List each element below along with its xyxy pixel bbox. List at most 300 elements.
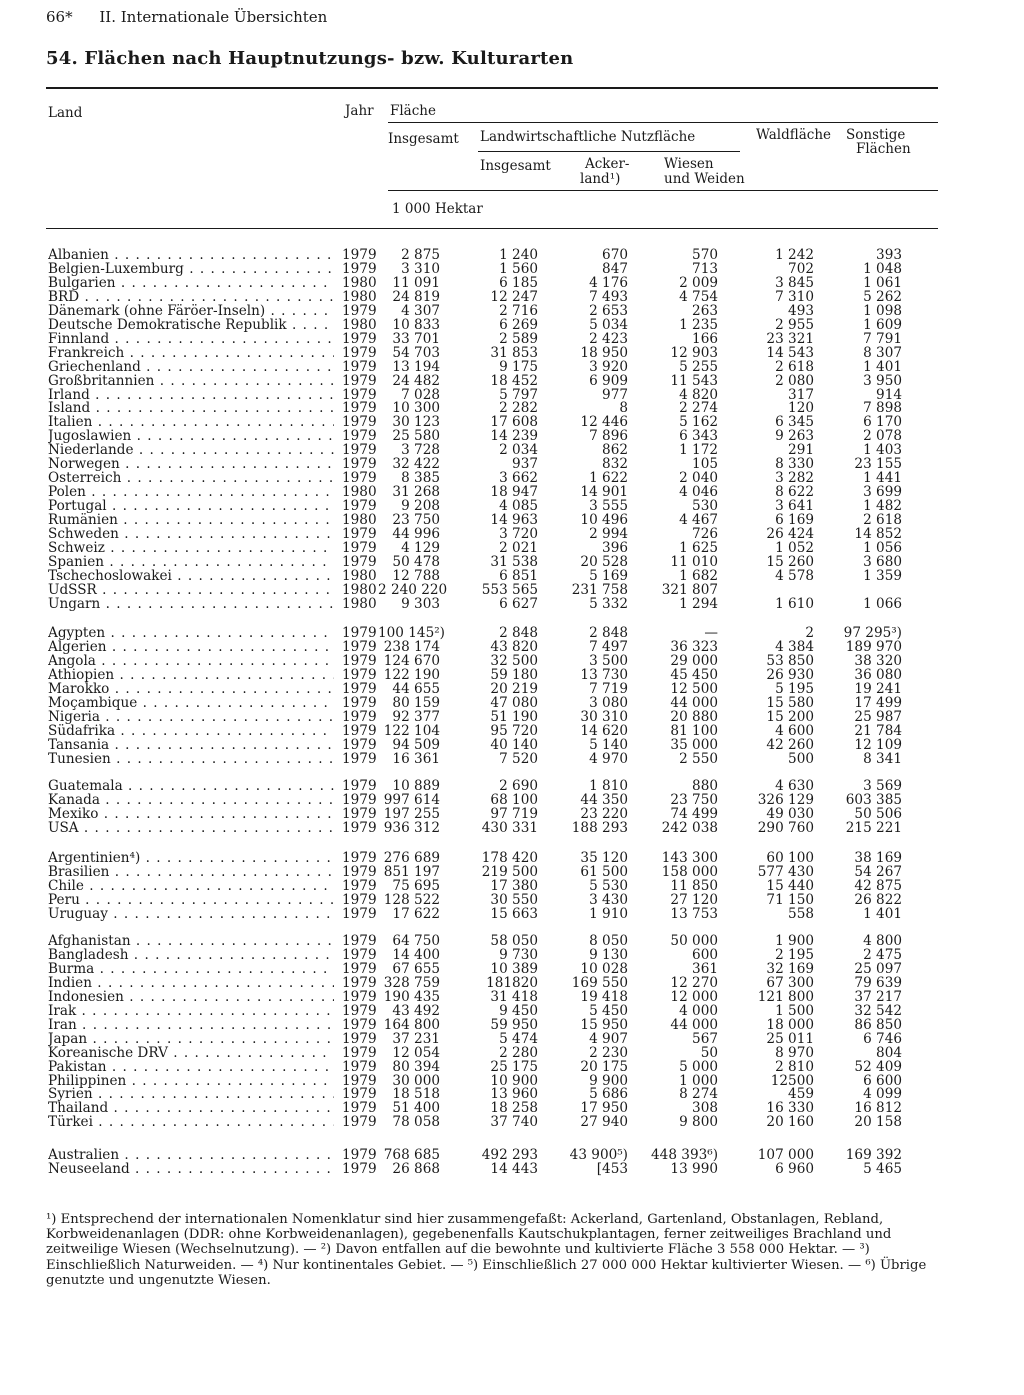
table-row bbox=[0, 290, 1024, 304]
cell-sonstige-flaechen: 8 341 bbox=[863, 750, 902, 767]
cell-waldflaeche: 18 000 bbox=[766, 1016, 814, 1033]
cell-flaeche-insgesamt: 37 231 bbox=[392, 1030, 440, 1047]
cell-sonstige-flaechen: 914 bbox=[876, 386, 902, 403]
col-header-lnf-insgesamt: Insgesamt bbox=[480, 158, 551, 174]
cell-ackerland: 7 493 bbox=[589, 288, 628, 305]
cell-sonstige-flaechen: 19 241 bbox=[854, 680, 902, 697]
cell-flaeche-insgesamt: 3 728 bbox=[401, 442, 440, 459]
cell-sonstige-flaechen: 3 950 bbox=[863, 372, 902, 389]
cell-ackerland: 7 719 bbox=[589, 680, 628, 697]
cell-flaeche-insgesamt: 9 303 bbox=[401, 595, 440, 612]
cell-flaeche-insgesamt: 30 123 bbox=[392, 414, 440, 431]
cell-lnf-insgesamt: 51 190 bbox=[490, 708, 538, 725]
cell-sonstige-flaechen: 54 267 bbox=[854, 863, 902, 880]
cell-waldflaeche: 2 618 bbox=[775, 358, 814, 375]
cell-jahr: 1979 bbox=[342, 456, 377, 473]
cell-lnf-insgesamt: 30 550 bbox=[490, 891, 538, 908]
cell-ackerland: 23 220 bbox=[580, 805, 628, 822]
header-rule-lnf bbox=[478, 151, 740, 152]
cell-lnf-insgesamt: 47 080 bbox=[490, 694, 538, 711]
table-row bbox=[0, 499, 1024, 513]
cell-land: Deutsche Demokratische Republik . . . bbox=[48, 318, 334, 332]
cell-flaeche-insgesamt: 17 622 bbox=[392, 905, 440, 922]
cell-ackerland: 20 175 bbox=[580, 1058, 628, 1075]
cell-jahr: 1979 bbox=[342, 974, 377, 991]
cell-sonstige-flaechen: 2 078 bbox=[863, 428, 902, 445]
cell-wiesen-weiden: 2 274 bbox=[679, 400, 718, 417]
table-row bbox=[0, 907, 1024, 921]
cell-flaeche-insgesamt: 50 478 bbox=[392, 553, 440, 570]
cell-waldflaeche: 53 850 bbox=[766, 652, 814, 669]
cell-ackerland: [453 bbox=[596, 1160, 628, 1177]
cell-jahr: 1979 bbox=[342, 933, 377, 949]
cell-lnf-insgesamt: 1 560 bbox=[499, 260, 538, 277]
cell-land: Iran . . . bbox=[48, 1018, 334, 1032]
cell-land: Australien . . . bbox=[48, 1148, 334, 1162]
cell-flaeche-insgesamt: 328 759 bbox=[383, 974, 440, 991]
cell-ackerland: 14 620 bbox=[580, 722, 628, 739]
cell-land: Koreanische DRV . . . bbox=[48, 1046, 334, 1060]
cell-waldflaeche: 42 260 bbox=[766, 736, 814, 753]
cell-flaeche-insgesamt: 4 307 bbox=[401, 302, 440, 319]
cell-land: Südafrika . . . bbox=[48, 724, 334, 738]
cell-sonstige-flaechen: 7 898 bbox=[863, 400, 902, 417]
cell-wiesen-weiden: 2 040 bbox=[679, 470, 718, 487]
cell-wiesen-weiden: 50 000 bbox=[670, 933, 718, 949]
col-header-land: Land bbox=[48, 105, 83, 121]
table-row bbox=[0, 1115, 1024, 1129]
cell-wiesen-weiden: 5 162 bbox=[679, 414, 718, 431]
cell-land: Thailand . . . bbox=[48, 1101, 334, 1115]
cell-jahr: 1979 bbox=[342, 891, 377, 908]
cell-lnf-insgesamt: 3 720 bbox=[499, 526, 538, 542]
col-header-ackerland-1: Acker- bbox=[585, 156, 630, 172]
cell-flaeche-insgesamt: 4 129 bbox=[401, 539, 440, 556]
cell-lnf-insgesamt: 40 140 bbox=[490, 736, 538, 753]
table-row bbox=[0, 555, 1024, 569]
cell-flaeche-insgesamt: 78 058 bbox=[392, 1114, 440, 1131]
cell-waldflaeche: 60 100 bbox=[766, 850, 814, 866]
cell-land: Syrien . . . bbox=[48, 1087, 334, 1101]
cell-land: Neuseeland . . . bbox=[48, 1162, 334, 1176]
cell-jahr: 1979 bbox=[342, 539, 377, 556]
cell-sonstige-flaechen: 38 320 bbox=[854, 652, 902, 669]
cell-wiesen-weiden: 143 300 bbox=[661, 850, 718, 866]
cell-jahr: 1979 bbox=[342, 330, 377, 347]
cell-land: Ungarn . . . bbox=[48, 597, 334, 611]
cell-wiesen-weiden: 5 255 bbox=[679, 358, 718, 375]
cell-lnf-insgesamt: 3 662 bbox=[499, 470, 538, 487]
cell-waldflaeche: 67 300 bbox=[766, 974, 814, 991]
cell-wiesen-weiden: 27 120 bbox=[670, 891, 718, 908]
cell-sonstige-flaechen: 1 609 bbox=[863, 316, 902, 333]
cell-sonstige-flaechen: 50 506 bbox=[854, 805, 902, 822]
cell-wiesen-weiden: 11 010 bbox=[670, 553, 718, 570]
cell-lnf-insgesamt: 18 258 bbox=[490, 1100, 538, 1117]
table-row bbox=[0, 415, 1024, 429]
cell-flaeche-insgesamt: 12 788 bbox=[392, 567, 440, 584]
cell-waldflaeche: 1 500 bbox=[775, 1002, 814, 1019]
cell-ackerland: 977 bbox=[602, 386, 628, 403]
cell-land: Indonesien . . . bbox=[48, 990, 334, 1004]
cell-wiesen-weiden: 321 807 bbox=[661, 581, 718, 598]
cell-waldflaeche: 493 bbox=[788, 302, 814, 319]
table-row bbox=[0, 893, 1024, 907]
table-row bbox=[0, 443, 1024, 457]
cell-jahr: 1979 bbox=[342, 791, 377, 808]
cell-wiesen-weiden: 81 100 bbox=[670, 722, 718, 739]
cell-jahr: 1979 bbox=[342, 1058, 377, 1075]
cell-land: Marokko . . . bbox=[48, 682, 334, 696]
cell-flaeche-insgesamt: 94 509 bbox=[392, 736, 440, 753]
cell-flaeche-insgesamt: 851 197 bbox=[383, 863, 440, 880]
cell-jahr: 1979 bbox=[342, 905, 377, 922]
cell-ackerland: 5 686 bbox=[589, 1086, 628, 1103]
cell-jahr: 1980 bbox=[342, 595, 377, 612]
cell-wiesen-weiden: 13 990 bbox=[670, 1160, 718, 1177]
cell-waldflaeche: 3 282 bbox=[775, 470, 814, 487]
cell-sonstige-flaechen: 3 569 bbox=[863, 778, 902, 794]
cell-waldflaeche: 16 330 bbox=[766, 1100, 814, 1117]
table-row bbox=[0, 457, 1024, 471]
table-row bbox=[0, 807, 1024, 821]
table-row bbox=[0, 527, 1024, 541]
cell-lnf-insgesamt: 6 269 bbox=[499, 316, 538, 333]
cell-ackerland: 862 bbox=[602, 442, 628, 459]
cell-waldflaeche: 459 bbox=[788, 1086, 814, 1103]
cell-land: Peru . . . bbox=[48, 893, 334, 907]
cell-land: Chile . . . bbox=[48, 879, 334, 893]
cell-waldflaeche: 32 169 bbox=[766, 960, 814, 977]
cell-land: Österreich . . . bbox=[48, 471, 334, 485]
cell-wiesen-weiden: — bbox=[704, 625, 718, 641]
cell-lnf-insgesamt: 2 034 bbox=[499, 442, 538, 459]
cell-wiesen-weiden: 12 270 bbox=[670, 974, 718, 991]
cell-sonstige-flaechen: 215 221 bbox=[845, 819, 902, 836]
table-row bbox=[0, 1046, 1024, 1060]
cell-waldflaeche: 14 543 bbox=[766, 344, 814, 361]
table-row bbox=[0, 346, 1024, 360]
cell-flaeche-insgesamt: 2 875 bbox=[401, 247, 440, 263]
cell-wiesen-weiden: 44 000 bbox=[670, 1016, 718, 1033]
cell-lnf-insgesamt: 6 851 bbox=[499, 567, 538, 584]
cell-lnf-insgesamt: 18 452 bbox=[490, 372, 538, 389]
cell-flaeche-insgesamt: 44 655 bbox=[392, 680, 440, 697]
cell-lnf-insgesamt: 6 627 bbox=[499, 595, 538, 612]
cell-lnf-insgesamt: 17 608 bbox=[490, 414, 538, 431]
cell-waldflaeche: 6 169 bbox=[775, 512, 814, 529]
cell-lnf-insgesamt: 553 565 bbox=[481, 581, 538, 598]
table-row bbox=[0, 879, 1024, 893]
cell-waldflaeche: 5 195 bbox=[775, 680, 814, 697]
cell-flaeche-insgesamt: 12 054 bbox=[392, 1044, 440, 1061]
cell-jahr: 1980 bbox=[342, 512, 377, 529]
cell-wiesen-weiden: 45 450 bbox=[670, 666, 718, 683]
cell-ackerland: 12 446 bbox=[580, 414, 628, 431]
cell-wiesen-weiden: 1 172 bbox=[679, 442, 718, 459]
cell-sonstige-flaechen: 1 403 bbox=[863, 442, 902, 459]
table-row bbox=[0, 1148, 1024, 1162]
cell-jahr: 1979 bbox=[342, 1016, 377, 1033]
cell-wiesen-weiden: 29 000 bbox=[670, 652, 718, 669]
cell-flaeche-insgesamt: 16 361 bbox=[392, 750, 440, 767]
header-rule-unit bbox=[388, 190, 938, 191]
cell-wiesen-weiden: 4 000 bbox=[679, 1002, 718, 1019]
cell-waldflaeche: 23 321 bbox=[766, 330, 814, 347]
col-header-wiesen-2: und Weiden bbox=[664, 171, 745, 187]
cell-ackerland: 9 130 bbox=[589, 946, 628, 963]
cell-flaeche-insgesamt: 31 268 bbox=[392, 484, 440, 501]
cell-wiesen-weiden: 74 499 bbox=[670, 805, 718, 822]
cell-wiesen-weiden: 1 682 bbox=[679, 567, 718, 584]
cell-flaeche-insgesamt: 64 750 bbox=[392, 933, 440, 949]
cell-sonstige-flaechen: 1 098 bbox=[863, 302, 902, 319]
cell-land: Algerien . . . bbox=[48, 640, 334, 654]
cell-jahr: 1980 bbox=[342, 316, 377, 333]
cell-waldflaeche: 2 bbox=[805, 625, 814, 641]
table-row bbox=[0, 1004, 1024, 1018]
cell-lnf-insgesamt: 9 730 bbox=[499, 946, 538, 963]
col-header-jahr: Jahr bbox=[345, 103, 374, 119]
cell-ackerland: 44 350 bbox=[580, 791, 628, 808]
cell-lnf-insgesamt: 9 175 bbox=[499, 358, 538, 375]
cell-wiesen-weiden: 530 bbox=[692, 498, 718, 515]
cell-land: Finnland . . . bbox=[48, 332, 334, 346]
cell-waldflaeche: 326 129 bbox=[757, 791, 814, 808]
running-head bbox=[46, 8, 327, 26]
cell-sonstige-flaechen: 1 401 bbox=[863, 905, 902, 922]
cell-jahr: 1979 bbox=[342, 736, 377, 753]
cell-waldflaeche: 25 011 bbox=[766, 1030, 814, 1047]
cell-land: Tunesien . . . bbox=[48, 752, 334, 766]
cell-ackerland: 8 050 bbox=[589, 933, 628, 949]
cell-ackerland: 35 120 bbox=[580, 850, 628, 866]
cell-flaeche-insgesamt: 24 819 bbox=[392, 288, 440, 305]
cell-waldflaeche: 2 195 bbox=[775, 946, 814, 963]
col-header-lnf: Landwirtschaftliche Nutzfläche bbox=[480, 129, 696, 145]
cell-land: Mexiko . . . bbox=[48, 807, 334, 821]
cell-flaeche-insgesamt: 33 701 bbox=[392, 330, 440, 347]
cell-wiesen-weiden: 4 467 bbox=[679, 512, 718, 529]
cell-lnf-insgesamt: 2 690 bbox=[499, 778, 538, 794]
cell-flaeche-insgesamt: 238 174 bbox=[383, 638, 440, 655]
cell-jahr: 1979 bbox=[342, 358, 377, 375]
table-row bbox=[0, 962, 1024, 976]
cell-ackerland: 17 950 bbox=[580, 1100, 628, 1117]
cell-flaeche-insgesamt: 7 028 bbox=[401, 386, 440, 403]
cell-sonstige-flaechen: 8 307 bbox=[863, 344, 902, 361]
cell-flaeche-insgesamt: 18 518 bbox=[392, 1086, 440, 1103]
cell-jahr: 1980 bbox=[342, 274, 377, 291]
cell-land: Frankreich . . . bbox=[48, 346, 334, 360]
cell-jahr: 1979 bbox=[342, 400, 377, 417]
cell-waldflaeche: 15 580 bbox=[766, 694, 814, 711]
cell-sonstige-flaechen: 169 392 bbox=[845, 1147, 902, 1163]
table-row bbox=[0, 724, 1024, 738]
cell-sonstige-flaechen: 79 639 bbox=[854, 974, 902, 991]
table-row bbox=[0, 1074, 1024, 1088]
cell-flaeche-insgesamt: 997 614 bbox=[383, 791, 440, 808]
cell-land: USA . . . bbox=[48, 821, 334, 835]
cell-lnf-insgesamt: 10 389 bbox=[490, 960, 538, 977]
cell-jahr: 1979 bbox=[342, 722, 377, 739]
cell-sonstige-flaechen: 3 699 bbox=[863, 484, 902, 501]
cell-sonstige-flaechen: 1 441 bbox=[863, 470, 902, 487]
table-row bbox=[0, 569, 1024, 583]
cell-jahr: 1979 bbox=[342, 694, 377, 711]
cell-land: Norwegen . . . bbox=[48, 457, 334, 471]
cell-land: Kanada . . . bbox=[48, 793, 334, 807]
table-title: 54. Flächen nach Hauptnutzungs- bzw. Kulturarten bbox=[46, 48, 574, 69]
cell-flaeche-insgesamt: 44 996 bbox=[392, 526, 440, 542]
cell-jahr: 1979 bbox=[342, 372, 377, 389]
cell-jahr: 1979 bbox=[342, 498, 377, 515]
cell-ackerland: 43 900⁵) bbox=[569, 1147, 628, 1163]
cell-sonstige-flaechen: 6 170 bbox=[863, 414, 902, 431]
cell-land: Brasilien . . . bbox=[48, 865, 334, 879]
cell-wiesen-weiden: 2 550 bbox=[679, 750, 718, 767]
table-row bbox=[0, 738, 1024, 752]
cell-flaeche-insgesamt: 75 695 bbox=[392, 877, 440, 894]
cell-wiesen-weiden: 44 000 bbox=[670, 694, 718, 711]
cell-ackerland: 2 230 bbox=[589, 1044, 628, 1061]
cell-jahr: 1979 bbox=[342, 1160, 377, 1177]
cell-sonstige-flaechen: 37 217 bbox=[854, 988, 902, 1005]
cell-ackerland: 1 810 bbox=[589, 778, 628, 794]
cell-lnf-insgesamt: 43 820 bbox=[490, 638, 538, 655]
cell-sonstige-flaechen: 804 bbox=[876, 1044, 902, 1061]
table-row bbox=[0, 262, 1024, 276]
cell-sonstige-flaechen: 25 097 bbox=[854, 960, 902, 977]
cell-sonstige-flaechen: 16 812 bbox=[854, 1100, 902, 1117]
cell-ackerland: 30 310 bbox=[580, 708, 628, 725]
cell-land: UdSSR . . . bbox=[48, 583, 334, 597]
cell-ackerland: 2 994 bbox=[589, 526, 628, 542]
cell-sonstige-flaechen: 52 409 bbox=[854, 1058, 902, 1075]
footnote-text: ¹) Entsprechend der internationalen Nomenklatur sind hier zusammengefaßt: Ackerland, Gartenland, Obstanlagen, Rebland, Korbweidenanlagen (DDR: ohne Korbweidenanlagen), gegebenenfalls Kautschukplantagen, ferner zeitweiliges Brachland und zeitweilige Wiesen (Wechselnutzung). — ²) Davon entfallen auf die bewohnte und kultivierte Fläche 3 558 000 Hektar. — ³) Einschließlich Naturweiden. — ⁴) Nur kontinentales Gebiet. — ⁵) Einschließlich 27 000 000 Hektar kultivierter Wiesen. — ⁶) Übrige genutzte und ungenutzte Wiesen. bbox=[46, 1212, 927, 1288]
cell-lnf-insgesamt: 178 420 bbox=[481, 850, 538, 866]
cell-waldflaeche: 4 630 bbox=[775, 778, 814, 794]
cell-land: Ägypten . . . bbox=[48, 626, 334, 640]
cell-land: Niederlande . . . bbox=[48, 443, 334, 457]
cell-flaeche-insgesamt: 768 685 bbox=[383, 1147, 440, 1163]
cell-flaeche-insgesamt: 9 208 bbox=[401, 498, 440, 515]
table-row bbox=[0, 626, 1024, 640]
cell-sonstige-flaechen: 2 475 bbox=[863, 946, 902, 963]
cell-land: Burma . . . bbox=[48, 962, 334, 976]
cell-land: Belgien-Luxemburg . . . bbox=[48, 262, 334, 276]
cell-jahr: 1979 bbox=[342, 414, 377, 431]
cell-flaeche-insgesamt: 276 689 bbox=[383, 850, 440, 866]
cell-jahr: 1979 bbox=[342, 708, 377, 725]
page-number: 66* bbox=[46, 8, 73, 26]
cell-land: Pakistan . . . bbox=[48, 1060, 334, 1074]
cell-jahr: 1980 bbox=[342, 288, 377, 305]
cell-jahr: 1979 bbox=[342, 1072, 377, 1089]
cell-sonstige-flaechen: 1 061 bbox=[863, 274, 902, 291]
cell-ackerland: 231 758 bbox=[571, 581, 628, 598]
cell-wiesen-weiden: 105 bbox=[692, 456, 718, 473]
cell-land: BRD . . . bbox=[48, 290, 334, 304]
cell-wiesen-weiden: 1 000 bbox=[679, 1072, 718, 1089]
cell-land: Japan . . . bbox=[48, 1032, 334, 1046]
cell-sonstige-flaechen: 26 822 bbox=[854, 891, 902, 908]
cell-lnf-insgesamt: 219 500 bbox=[481, 863, 538, 880]
table-row bbox=[0, 990, 1024, 1004]
col-header-sonstige-1: Sonstige bbox=[846, 127, 906, 143]
cell-sonstige-flaechen: 7 791 bbox=[863, 330, 902, 347]
table-row bbox=[0, 668, 1024, 682]
cell-lnf-insgesamt: 5 797 bbox=[499, 386, 538, 403]
cell-ackerland: 6 909 bbox=[589, 372, 628, 389]
cell-jahr: 1979 bbox=[342, 819, 377, 836]
cell-flaeche-insgesamt: 54 703 bbox=[392, 344, 440, 361]
cell-lnf-insgesamt: 58 050 bbox=[490, 933, 538, 949]
cell-jahr: 1979 bbox=[342, 652, 377, 669]
cell-wiesen-weiden: 880 bbox=[692, 778, 718, 794]
table-row bbox=[0, 388, 1024, 402]
cell-lnf-insgesamt: 2 280 bbox=[499, 1044, 538, 1061]
cell-land: Schweden . . . bbox=[48, 527, 334, 541]
cell-wiesen-weiden: 242 038 bbox=[661, 819, 718, 836]
cell-waldflaeche: 120 bbox=[788, 400, 814, 417]
cell-jahr: 1979 bbox=[342, 1044, 377, 1061]
cell-land: Uruguay . . . bbox=[48, 907, 334, 921]
cell-wiesen-weiden: 50 bbox=[700, 1044, 718, 1061]
cell-ackerland: 5 332 bbox=[589, 595, 628, 612]
cell-jahr: 1980 bbox=[342, 484, 377, 501]
cell-waldflaeche: 6 345 bbox=[775, 414, 814, 431]
cell-ackerland: 5 530 bbox=[589, 877, 628, 894]
table-row bbox=[0, 471, 1024, 485]
cell-flaeche-insgesamt: 13 194 bbox=[392, 358, 440, 375]
cell-sonstige-flaechen: 1 482 bbox=[863, 498, 902, 515]
cell-wiesen-weiden: 570 bbox=[692, 247, 718, 263]
cell-sonstige-flaechen: 1 056 bbox=[863, 539, 902, 556]
cell-ackerland: 9 900 bbox=[589, 1072, 628, 1089]
cell-sonstige-flaechen: 5 262 bbox=[863, 288, 902, 305]
cell-sonstige-flaechen: 14 852 bbox=[854, 526, 902, 542]
table-row bbox=[0, 934, 1024, 948]
cell-waldflaeche: 71 150 bbox=[766, 891, 814, 908]
cell-waldflaeche: 290 760 bbox=[757, 819, 814, 836]
cell-waldflaeche: 317 bbox=[788, 386, 814, 403]
cell-ackerland: 4 970 bbox=[589, 750, 628, 767]
cell-lnf-insgesamt: 32 500 bbox=[490, 652, 538, 669]
cell-ackerland: 2 848 bbox=[589, 625, 628, 641]
cell-sonstige-flaechen: 25 987 bbox=[854, 708, 902, 725]
cell-land: Irak . . . bbox=[48, 1004, 334, 1018]
cell-ackerland: 18 950 bbox=[580, 344, 628, 361]
cell-sonstige-flaechen: 1 066 bbox=[863, 595, 902, 612]
section-title: II. Internationale Übersichten bbox=[99, 8, 328, 26]
cell-ackerland: 8 bbox=[619, 400, 628, 417]
cell-wiesen-weiden: 567 bbox=[692, 1030, 718, 1047]
cell-flaeche-insgesamt: 80 159 bbox=[392, 694, 440, 711]
cell-land: Tschechoslowakei . . . bbox=[48, 569, 334, 583]
cell-flaeche-insgesamt: 43 492 bbox=[392, 1002, 440, 1019]
cell-sonstige-flaechen: 86 850 bbox=[854, 1016, 902, 1033]
cell-flaeche-insgesamt: 124 670 bbox=[383, 652, 440, 669]
col-header-flaeche: Fläche bbox=[390, 103, 436, 119]
cell-sonstige-flaechen: 4 099 bbox=[863, 1086, 902, 1103]
cell-waldflaeche: 4 600 bbox=[775, 722, 814, 739]
cell-flaeche-insgesamt: 128 522 bbox=[383, 891, 440, 908]
cell-lnf-insgesamt: 95 720 bbox=[490, 722, 538, 739]
cell-waldflaeche: 4 578 bbox=[775, 567, 814, 584]
cell-wiesen-weiden: 36 323 bbox=[670, 638, 718, 655]
cell-waldflaeche: 7 310 bbox=[775, 288, 814, 305]
